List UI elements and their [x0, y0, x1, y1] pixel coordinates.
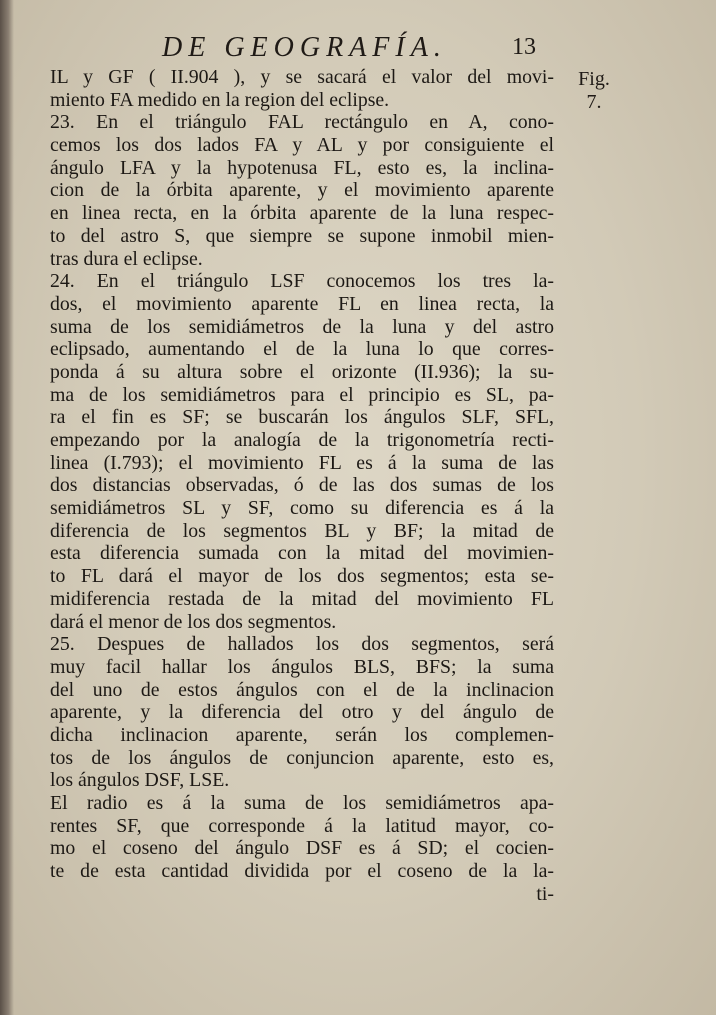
page-header [0, 30, 716, 66]
text-line: empezando por la analogía de la trigonometría recti- [50, 429, 554, 451]
text-line: 24. En el triángulo LSF conocemos los tres la- [50, 270, 554, 293]
text-line: IL y GF ( II.904 ), y se sacará el valor del movi- [50, 66, 554, 88]
text-line: ponda á su altura sobre el orizonte (II.936); la su- [50, 360, 554, 383]
page-number: 13 [512, 34, 536, 60]
text-line: 25. Despues de hallados los dos segmentos, será [50, 633, 554, 656]
text-line: suma de los semidiámetros de la luna y del astro [50, 315, 554, 338]
text-line: tras dura el eclipse. [50, 247, 203, 270]
figure-number: 7. [586, 91, 602, 113]
text-line: cemos los dos lados FA y AL y por consiguiente el [50, 134, 554, 157]
text-line: rentes SF, que corresponde á la latitud mayor, co- [50, 814, 554, 837]
text-line: tos de los ángulos de conjuncion aparente, esto es, [50, 746, 554, 769]
book-spine-shadow [0, 0, 14, 1015]
text-line: dicha inclinacion aparente, serán los complemen- [50, 723, 554, 746]
text-line: del uno de estos ángulos con el de la inclinacion [50, 678, 554, 701]
text-line: dará el menor de los dos segmentos. [50, 610, 337, 633]
text-line: muy facil hallar los ángulos BLS, BFS; la suma [50, 655, 554, 678]
text-line: miento FA medido en la region del eclipse. [50, 88, 390, 111]
text-line: ángulo LFA y la hypotenusa FL, esto es, la inclina- [50, 156, 554, 179]
text-line: eclipsado, aumentando el de la luna lo que corres- [50, 338, 554, 361]
text-line: diferencia de los segmentos BL y BF; la mitad de [50, 519, 554, 542]
text-line: en linea recta, en la órbita aparente de la luna respec- [50, 202, 554, 225]
text-line: aparente, y la diferencia del otro y del ángulo de [50, 701, 554, 724]
text-line: los ángulos DSF, LSE. [50, 769, 230, 792]
text-line: 23. En el triángulo FAL rectángulo en A, cono- [50, 111, 554, 134]
text-line: cion de la órbita aparente, y el movimiento aparente [50, 179, 554, 202]
figure-reference [564, 68, 624, 114]
text-line: ra el fin es SF; se buscarán los ángulos SLF, SFL, [50, 406, 554, 429]
text-line: dos, el movimiento aparente FL en linea recta, la [50, 292, 554, 315]
text-line: esta diferencia sumada con la mitad del movimien- [50, 542, 554, 565]
text-line: to del astro S, que siempre se supone inmobil mien- [50, 224, 554, 247]
text-line: semidiámetros SL y SF, como su diferencia es á la [50, 497, 554, 520]
text-line: ti- [536, 882, 554, 905]
text-line: ma de los semidiámetros para el principio es SL, pa- [50, 383, 554, 406]
text-line: mo el coseno del ángulo DSF es á SD; el cocien- [50, 837, 554, 860]
text-line: midiferencia restada de la mitad del movimiento FL [50, 587, 554, 610]
text-line: te de esta cantidad dividida por el coseno de la la- [50, 860, 554, 883]
running-title: DE GEOGRAFÍA. [162, 32, 447, 63]
body-text [50, 66, 554, 905]
text-line: linea (I.793); el movimiento FL es á la suma de las [50, 451, 554, 474]
text-line: dos distancias observadas, ó de las dos sumas de los [50, 474, 554, 497]
text-line: El radio es á la suma de los semidiámetros apa- [50, 792, 554, 814]
figure-label: Fig. [578, 68, 610, 90]
text-line: to FL dará el mayor de los dos segmentos; esta se- [50, 565, 554, 588]
